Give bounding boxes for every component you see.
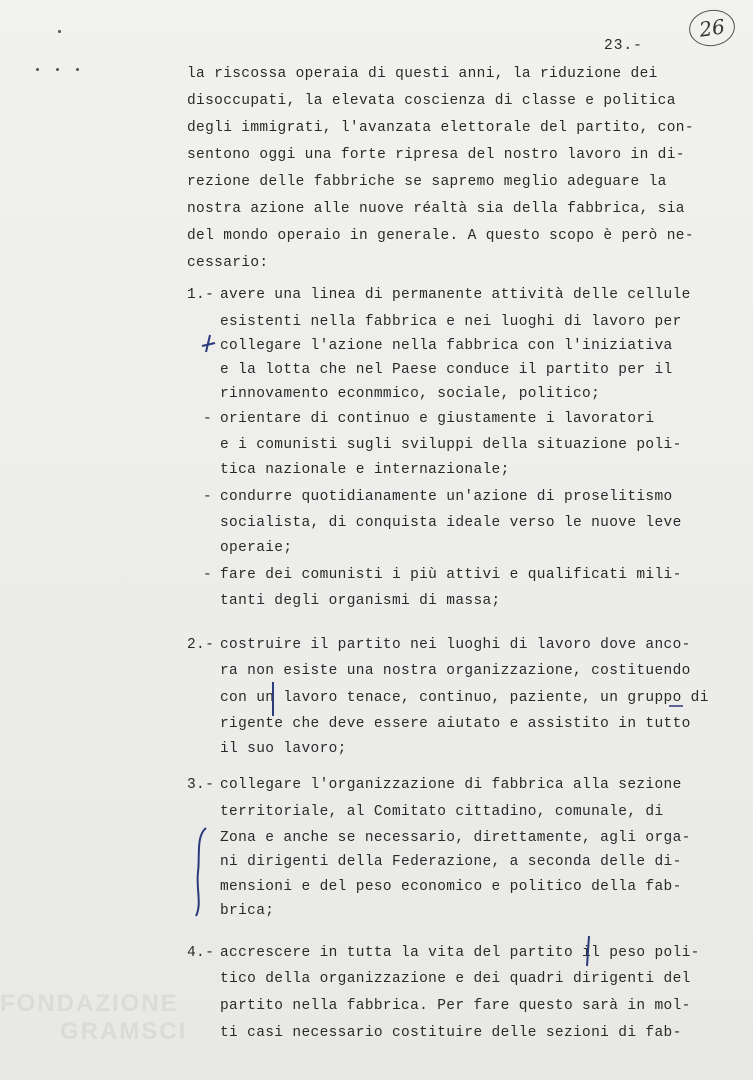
item-line: tico della organizzazione e dei quadri dirigenti del bbox=[220, 971, 691, 987]
item-line: rinnovamento econmmico, sociale, politico; bbox=[220, 386, 601, 402]
item-number: 3.- bbox=[187, 777, 215, 793]
item-line: mensioni e del peso economico e politico della fab- bbox=[220, 879, 682, 895]
margin-speck bbox=[36, 68, 39, 71]
margin-speck bbox=[56, 68, 59, 71]
item-line: avere una linea di permanente attività delle cellule bbox=[220, 287, 691, 303]
item-line: orientare di continuo e giustamente i lavoratori bbox=[220, 411, 655, 427]
item-line: ni dirigenti della Federazione, a seconda delle di- bbox=[220, 854, 682, 870]
item-line: ra non esiste una nostra organizzazione, costituendo bbox=[220, 663, 691, 679]
item-line: brica; bbox=[220, 903, 275, 919]
item-line: operaie; bbox=[220, 540, 293, 556]
watermark-line-2: GRAMSCI bbox=[60, 1018, 188, 1045]
item-line: territoriale, al Comitato cittadino, comunale, di bbox=[220, 804, 664, 820]
handwritten-underline-mark bbox=[668, 703, 684, 709]
item-line: fare dei comunisti i più attivi e qualificati mili- bbox=[220, 567, 682, 583]
item-line: Zona e anche se necessario, direttamente, agli orga- bbox=[220, 830, 691, 846]
item-line: collegare l'azione nella fabbrica con l'iniziativa bbox=[220, 338, 673, 354]
intro-line: rezione delle fabbriche se sapremo meglio adeguare la bbox=[187, 174, 667, 190]
intro-line: cessario: bbox=[187, 255, 269, 271]
item-line: costruire il partito nei luoghi di lavoro dove anco- bbox=[220, 637, 691, 653]
item-line: il suo lavoro; bbox=[220, 741, 347, 757]
archive-watermark bbox=[0, 990, 200, 1070]
item-number: 4.- bbox=[187, 945, 215, 961]
page-number: 23.- bbox=[604, 38, 643, 54]
item-line: condurre quotidianamente un'azione di proselitismo bbox=[220, 489, 673, 505]
item-line: rigente che deve essere aiutato e assistito in tutto bbox=[220, 716, 691, 732]
item-line: tica nazionale e internazionale; bbox=[220, 462, 510, 478]
handwritten-insertion-mark bbox=[583, 934, 593, 968]
item-line: e la lotta che nel Paese conduce il partito per il bbox=[220, 362, 673, 378]
intro-line: la riscossa operaia di questi anni, la riduzione dei bbox=[187, 66, 658, 82]
archive-page-stamp: 26 bbox=[687, 7, 738, 49]
watermark-line-1: FONDAZIONE bbox=[0, 990, 179, 1017]
item-line: ti casi necessario costituire delle sezioni di fab- bbox=[220, 1025, 682, 1041]
dash-bullet: - bbox=[203, 567, 213, 583]
intro-line: del mondo operaio in generale. A questo scopo è però ne- bbox=[187, 228, 694, 244]
dash-bullet: - bbox=[203, 489, 213, 505]
handwritten-bracket-mark bbox=[190, 826, 212, 920]
item-line: con un lavoro tenace, continuo, paziente, un gruppo di bbox=[220, 690, 709, 706]
item-line: partito nella fabbrica. Per fare questo sarà in mol- bbox=[220, 998, 691, 1014]
margin-speck bbox=[76, 68, 79, 71]
intro-line: nostra azione alle nuove réaltà sia della fabbrica, sia bbox=[187, 201, 685, 217]
intro-line: degli immigrati, l'avanzata elettorale del partito, con- bbox=[187, 120, 694, 136]
margin-speck bbox=[58, 30, 61, 33]
item-line: esistenti nella fabbrica e nei luoghi di lavoro per bbox=[220, 314, 682, 330]
intro-line: disoccupati, la elevata coscienza di classe e politica bbox=[187, 93, 676, 109]
item-number: 2.- bbox=[187, 637, 215, 653]
item-line: collegare l'organizzazione di fabbrica alla sezione bbox=[220, 777, 682, 793]
item-number: 1.- bbox=[187, 287, 215, 303]
handwritten-insertion-mark bbox=[268, 680, 278, 720]
item-line: tanti degli organismi di massa; bbox=[220, 593, 501, 609]
handwritten-cross-mark bbox=[198, 332, 220, 354]
intro-line: sentono oggi una forte ripresa del nostro lavoro in di- bbox=[187, 147, 685, 163]
item-line: socialista, di conquista ideale verso le nuove leve bbox=[220, 515, 682, 531]
item-line: e i comunisti sugli sviluppi della situazione poli- bbox=[220, 437, 682, 453]
item-line: accrescere in tutta la vita del partito il peso poli- bbox=[220, 945, 700, 961]
dash-bullet: - bbox=[203, 411, 213, 427]
